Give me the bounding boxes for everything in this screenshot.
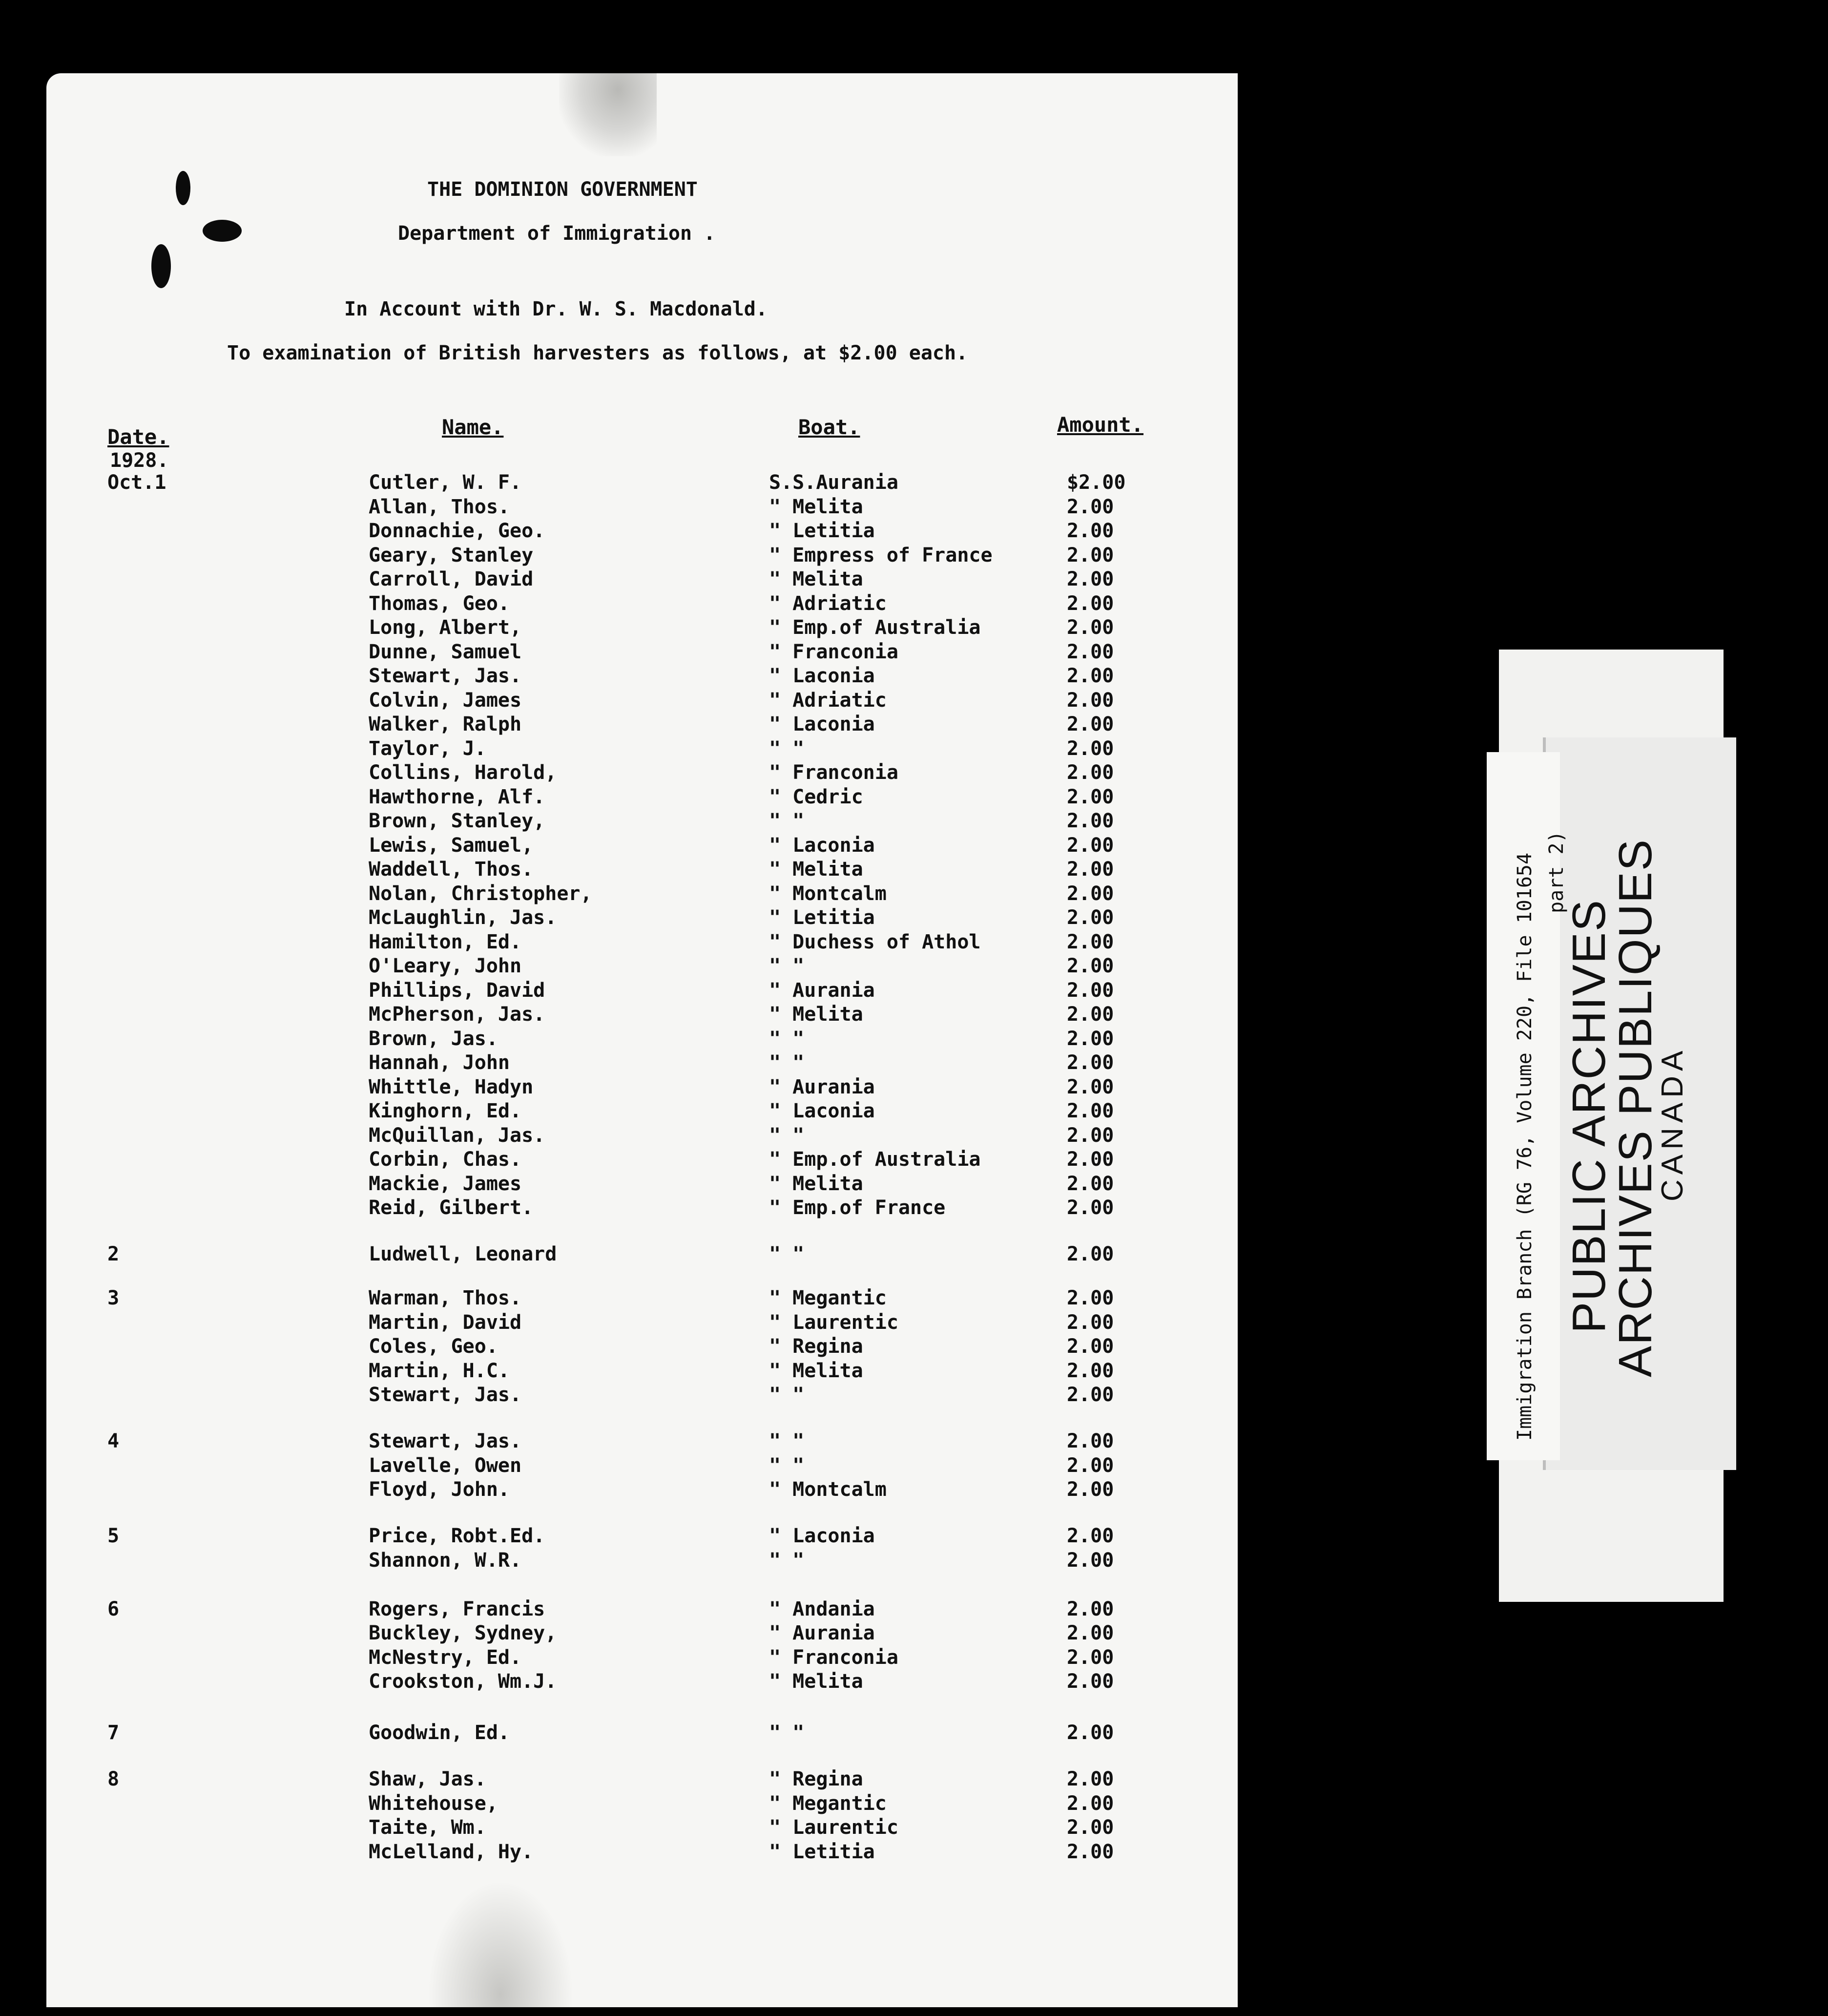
row-amount: 2.00	[1067, 495, 1114, 518]
row-amount: 2.00	[1067, 1430, 1114, 1452]
row-boat: " Adriatic	[769, 592, 887, 615]
row-amount: 2.00	[1067, 640, 1114, 663]
row-boat: " "	[769, 1722, 805, 1744]
row-boat: " Letitia	[769, 906, 875, 929]
row-amount: 2.00	[1067, 979, 1114, 1002]
row-boat: " Duchess of Athol	[769, 930, 981, 953]
table-row	[46, 1598, 1238, 1622]
table-row	[46, 931, 1238, 955]
table-row	[46, 1768, 1238, 1792]
row-name: Warman, Thos.	[369, 1287, 522, 1309]
row-boat: " Adriatic	[769, 689, 887, 712]
row-date: 3	[107, 1287, 120, 1309]
row-amount: 2.00	[1067, 1359, 1114, 1382]
row-name: Kinghorn, Ed.	[369, 1100, 522, 1122]
row-name: Taylor, J.	[369, 737, 486, 760]
row-name: Stewart, Jas.	[369, 1430, 522, 1452]
table-row	[46, 568, 1238, 592]
table-row	[46, 544, 1238, 568]
row-boat: " Letitia	[769, 520, 875, 542]
row-amount: 2.00	[1067, 1549, 1114, 1572]
row-boat: " "	[769, 1430, 805, 1452]
row-amount: 2.00	[1067, 810, 1114, 832]
row-boat: " Laconia	[769, 834, 875, 857]
row-name: Whitehouse,	[369, 1792, 498, 1815]
row-amount: 2.00	[1067, 955, 1114, 977]
row-amount: 2.00	[1067, 1287, 1114, 1309]
row-name: McPherson, Jas.	[369, 1003, 545, 1026]
table-row	[46, 1335, 1238, 1360]
row-name: Shaw, Jas.	[369, 1768, 486, 1790]
row-boat: " Laconia	[769, 1100, 875, 1122]
row-boat: " Empress of France	[769, 544, 993, 567]
table-row	[46, 1525, 1238, 1549]
archive-line-1: PUBLIC ARCHIVES	[1563, 899, 1615, 1333]
table-row	[46, 858, 1238, 882]
row-name: Carroll, David	[369, 568, 534, 590]
row-boat: " Laconia	[769, 713, 875, 735]
table-row	[46, 1100, 1238, 1124]
row-boat: " Emp.of Australia	[769, 1148, 981, 1171]
row-amount: 2.00	[1067, 1100, 1114, 1122]
table-row	[46, 1051, 1238, 1076]
table-row	[46, 1646, 1238, 1671]
row-boat: " Franconia	[769, 761, 898, 784]
archive-line-3: CANADA	[1656, 1046, 1689, 1201]
row-amount: 2.00	[1067, 1148, 1114, 1171]
row-name: Price, Robt.Ed.	[369, 1525, 545, 1547]
row-amount: 2.00	[1067, 1197, 1114, 1219]
row-amount: 2.00	[1067, 761, 1114, 784]
archive-branch-reference: Immigration Branch (RG 76, Volume 220, File 101654	[1514, 852, 1536, 1441]
row-name: Donnachie, Geo.	[369, 520, 545, 542]
row-name: Corbin, Chas.	[369, 1148, 522, 1171]
row-name: Allan, Thos.	[369, 495, 510, 518]
examination-line: To examination of British harvesters as follows, at $2.00 each.	[227, 342, 968, 364]
row-amount: 2.00	[1067, 785, 1114, 808]
row-name: Crookston, Wm.J.	[369, 1670, 557, 1693]
document-title: THE DOMINION GOVERNMENT	[427, 178, 698, 201]
row-name: Floyd, John.	[369, 1478, 510, 1501]
table-row	[46, 1311, 1238, 1336]
amount-header: Amount.	[1057, 413, 1144, 437]
table-row	[46, 1173, 1238, 1197]
row-amount: 2.00	[1067, 544, 1114, 567]
table-row	[46, 520, 1238, 544]
row-name: Brown, Jas.	[369, 1027, 498, 1050]
table-row	[46, 1549, 1238, 1574]
row-amount: 2.00	[1067, 665, 1114, 687]
row-boat: " Laurentic	[769, 1311, 898, 1334]
name-header: Name.	[442, 415, 504, 439]
row-name: McQuillan, Jas.	[369, 1124, 545, 1147]
row-amount: 2.00	[1067, 592, 1114, 615]
row-name: Collins, Harold,	[369, 761, 557, 784]
row-date: 6	[107, 1597, 120, 1620]
row-date: 4	[107, 1430, 120, 1452]
row-name: Cutler, W. F.	[369, 471, 522, 494]
row-boat: " "	[769, 1454, 805, 1477]
row-boat: " Melita	[769, 1359, 863, 1382]
row-name: Hawthorne, Alf.	[369, 785, 545, 808]
row-boat: S.S.Aurania	[769, 471, 898, 494]
row-boat: " Regina	[769, 1768, 863, 1790]
row-boat: " Melita	[769, 568, 863, 590]
row-name: Phillips, David	[369, 979, 545, 1002]
row-amount: 2.00	[1067, 1075, 1114, 1098]
row-boat: " Laconia	[769, 665, 875, 687]
row-name: Taite, Wm.	[369, 1816, 486, 1839]
row-name: McLelland, Hy.	[369, 1840, 534, 1863]
table-row	[46, 665, 1238, 689]
row-date: 7	[107, 1722, 120, 1744]
row-boat: " Franconia	[769, 640, 898, 663]
row-boat: " Montcalm	[769, 882, 887, 905]
row-name: Hannah, John	[369, 1051, 510, 1074]
row-boat: " Cedric	[769, 785, 863, 808]
row-boat: " Emp.of Australia	[769, 616, 981, 639]
archive-part: part 2)	[1545, 831, 1568, 913]
row-amount: 2.00	[1067, 616, 1114, 639]
row-boat: " Regina	[769, 1335, 863, 1358]
row-boat: " "	[769, 810, 805, 832]
table-row	[46, 1360, 1238, 1384]
row-boat: " Megantic	[769, 1287, 887, 1309]
row-name: Whittle, Hadyn	[369, 1075, 534, 1098]
row-amount: 2.00	[1067, 568, 1114, 590]
row-amount: 2.00	[1067, 689, 1114, 712]
row-amount: 2.00	[1067, 1454, 1114, 1477]
table-row	[46, 1430, 1238, 1454]
row-boat: " Melita	[769, 495, 863, 518]
table-row	[46, 761, 1238, 786]
row-name: Dunne, Samuel	[369, 640, 522, 663]
row-name: McLaughlin, Jas.	[369, 906, 557, 929]
table-row	[46, 810, 1238, 834]
row-amount: 2.00	[1067, 1722, 1114, 1744]
table-row	[46, 471, 1238, 496]
row-name: Buckley, Sydney,	[369, 1622, 557, 1644]
row-boat: " Melita	[769, 858, 863, 881]
table-row	[46, 1722, 1238, 1746]
row-boat: " "	[769, 737, 805, 760]
table-row	[46, 955, 1238, 979]
row-name: Hamilton, Ed.	[369, 930, 522, 953]
row-name: Goodwin, Ed.	[369, 1722, 510, 1744]
table-row	[46, 834, 1238, 859]
row-amount: 2.00	[1067, 882, 1114, 905]
row-name: Rogers, Francis	[369, 1597, 545, 1620]
row-boat: " Andania	[769, 1597, 875, 1620]
row-boat: " "	[769, 1384, 805, 1406]
row-name: Waddell, Thos.	[369, 858, 534, 881]
table-row	[46, 906, 1238, 931]
row-boat: " "	[769, 1051, 805, 1074]
document-page	[46, 73, 1238, 2007]
table-row	[46, 1287, 1238, 1311]
row-amount: 2.00	[1067, 1768, 1114, 1790]
row-name: Ludwell, Leonard	[369, 1243, 557, 1265]
account-line: In Account with Dr. W. S. Macdonald.	[344, 298, 768, 320]
row-amount: 2.00	[1067, 1003, 1114, 1026]
row-boat: " "	[769, 1124, 805, 1147]
row-amount: $2.00	[1067, 471, 1126, 494]
row-boat: " Megantic	[769, 1792, 887, 1815]
table-row	[46, 1003, 1238, 1028]
row-boat: " Melita	[769, 1670, 863, 1693]
row-boat: " Laurentic	[769, 1816, 898, 1839]
table-row	[46, 1454, 1238, 1479]
table-row	[46, 1622, 1238, 1646]
row-amount: 2.00	[1067, 713, 1114, 735]
row-boat: " "	[769, 955, 805, 977]
row-amount: 2.00	[1067, 1478, 1114, 1501]
row-amount: 2.00	[1067, 1243, 1114, 1265]
row-boat: " Melita	[769, 1003, 863, 1026]
row-boat: " Laconia	[769, 1525, 875, 1547]
row-amount: 2.00	[1067, 520, 1114, 542]
row-amount: 2.00	[1067, 1525, 1114, 1547]
row-name: Brown, Stanley,	[369, 810, 545, 832]
row-name: Martin, David	[369, 1311, 522, 1334]
row-amount: 2.00	[1067, 1384, 1114, 1406]
row-name: Coles, Geo.	[369, 1335, 498, 1358]
row-name: Stewart, Jas.	[369, 665, 522, 687]
table-row	[46, 641, 1238, 665]
row-boat: " Melita	[769, 1172, 863, 1195]
row-boat: " Letitia	[769, 1840, 875, 1863]
row-amount: 2.00	[1067, 858, 1114, 881]
row-boat: " "	[769, 1549, 805, 1572]
row-amount: 2.00	[1067, 1597, 1114, 1620]
row-name: Stewart, Jas.	[369, 1384, 522, 1406]
archive-line-2: ARCHIVES PUBLIQUES	[1609, 839, 1662, 1377]
row-amount: 2.00	[1067, 1622, 1114, 1644]
row-amount: 2.00	[1067, 1840, 1114, 1863]
row-boat: " Aurania	[769, 1622, 875, 1644]
row-amount: 2.00	[1067, 1646, 1114, 1669]
row-name: Lavelle, Owen	[369, 1454, 522, 1477]
boat-header: Boat.	[798, 415, 860, 439]
table-row	[46, 1148, 1238, 1173]
row-name: Walker, Ralph	[369, 713, 522, 735]
row-date: Oct.1	[107, 471, 166, 494]
table-row	[46, 1478, 1238, 1503]
table-row	[46, 713, 1238, 737]
row-amount: 2.00	[1067, 834, 1114, 857]
row-boat: " "	[769, 1027, 805, 1050]
table-row	[46, 592, 1238, 617]
table-row	[46, 1197, 1238, 1221]
table-row	[46, 979, 1238, 1004]
harvester-table	[46, 73, 1238, 2007]
row-amount: 2.00	[1067, 1816, 1114, 1839]
table-row	[46, 1841, 1238, 1865]
row-boat: " Franconia	[769, 1646, 898, 1669]
table-row	[46, 882, 1238, 907]
row-name: Lewis, Samuel,	[369, 834, 534, 857]
row-amount: 2.00	[1067, 1051, 1114, 1074]
row-amount: 2.00	[1067, 1027, 1114, 1050]
row-date: 8	[107, 1768, 120, 1790]
row-amount: 2.00	[1067, 1670, 1114, 1693]
row-boat: " Emp.of France	[769, 1197, 946, 1219]
row-amount: 2.00	[1067, 906, 1114, 929]
row-date: 2	[107, 1243, 120, 1265]
row-amount: 2.00	[1067, 930, 1114, 953]
table-row	[46, 616, 1238, 641]
row-name: O'Leary, John	[369, 955, 522, 977]
row-boat: " "	[769, 1243, 805, 1265]
row-amount: 2.00	[1067, 737, 1114, 760]
row-name: Reid, Gilbert.	[369, 1197, 534, 1219]
row-amount: 2.00	[1067, 1792, 1114, 1815]
row-amount: 2.00	[1067, 1311, 1114, 1334]
row-name: McNestry, Ed.	[369, 1646, 522, 1669]
row-boat: " Montcalm	[769, 1478, 887, 1501]
row-date: 5	[107, 1525, 120, 1547]
department-line: Department of Immigration .	[398, 222, 716, 245]
table-row	[46, 737, 1238, 762]
row-name: Nolan, Christopher,	[369, 882, 592, 905]
row-amount: 2.00	[1067, 1124, 1114, 1147]
table-row	[46, 1816, 1238, 1841]
table-row	[46, 689, 1238, 714]
table-row	[46, 1792, 1238, 1817]
year-label: 1928.	[110, 449, 169, 472]
table-row	[46, 496, 1238, 520]
row-name: Martin, H.C.	[369, 1359, 510, 1382]
row-name: Colvin, James	[369, 689, 522, 712]
row-name: Mackie, James	[369, 1172, 522, 1195]
row-boat: " Aurania	[769, 979, 875, 1002]
table-row	[46, 1076, 1238, 1100]
row-name: Shannon, W.R.	[369, 1549, 522, 1572]
table-row	[46, 1243, 1238, 1267]
date-header: Date.	[107, 425, 169, 449]
table-row	[46, 1124, 1238, 1149]
table-row	[46, 1384, 1238, 1408]
row-name: Geary, Stanley	[369, 544, 534, 567]
row-name: Thomas, Geo.	[369, 592, 510, 615]
table-row	[46, 1670, 1238, 1695]
row-amount: 2.00	[1067, 1335, 1114, 1358]
row-amount: 2.00	[1067, 1172, 1114, 1195]
table-row	[46, 786, 1238, 810]
row-boat: " Aurania	[769, 1075, 875, 1098]
row-name: Long, Albert,	[369, 616, 522, 639]
table-row	[46, 1028, 1238, 1052]
